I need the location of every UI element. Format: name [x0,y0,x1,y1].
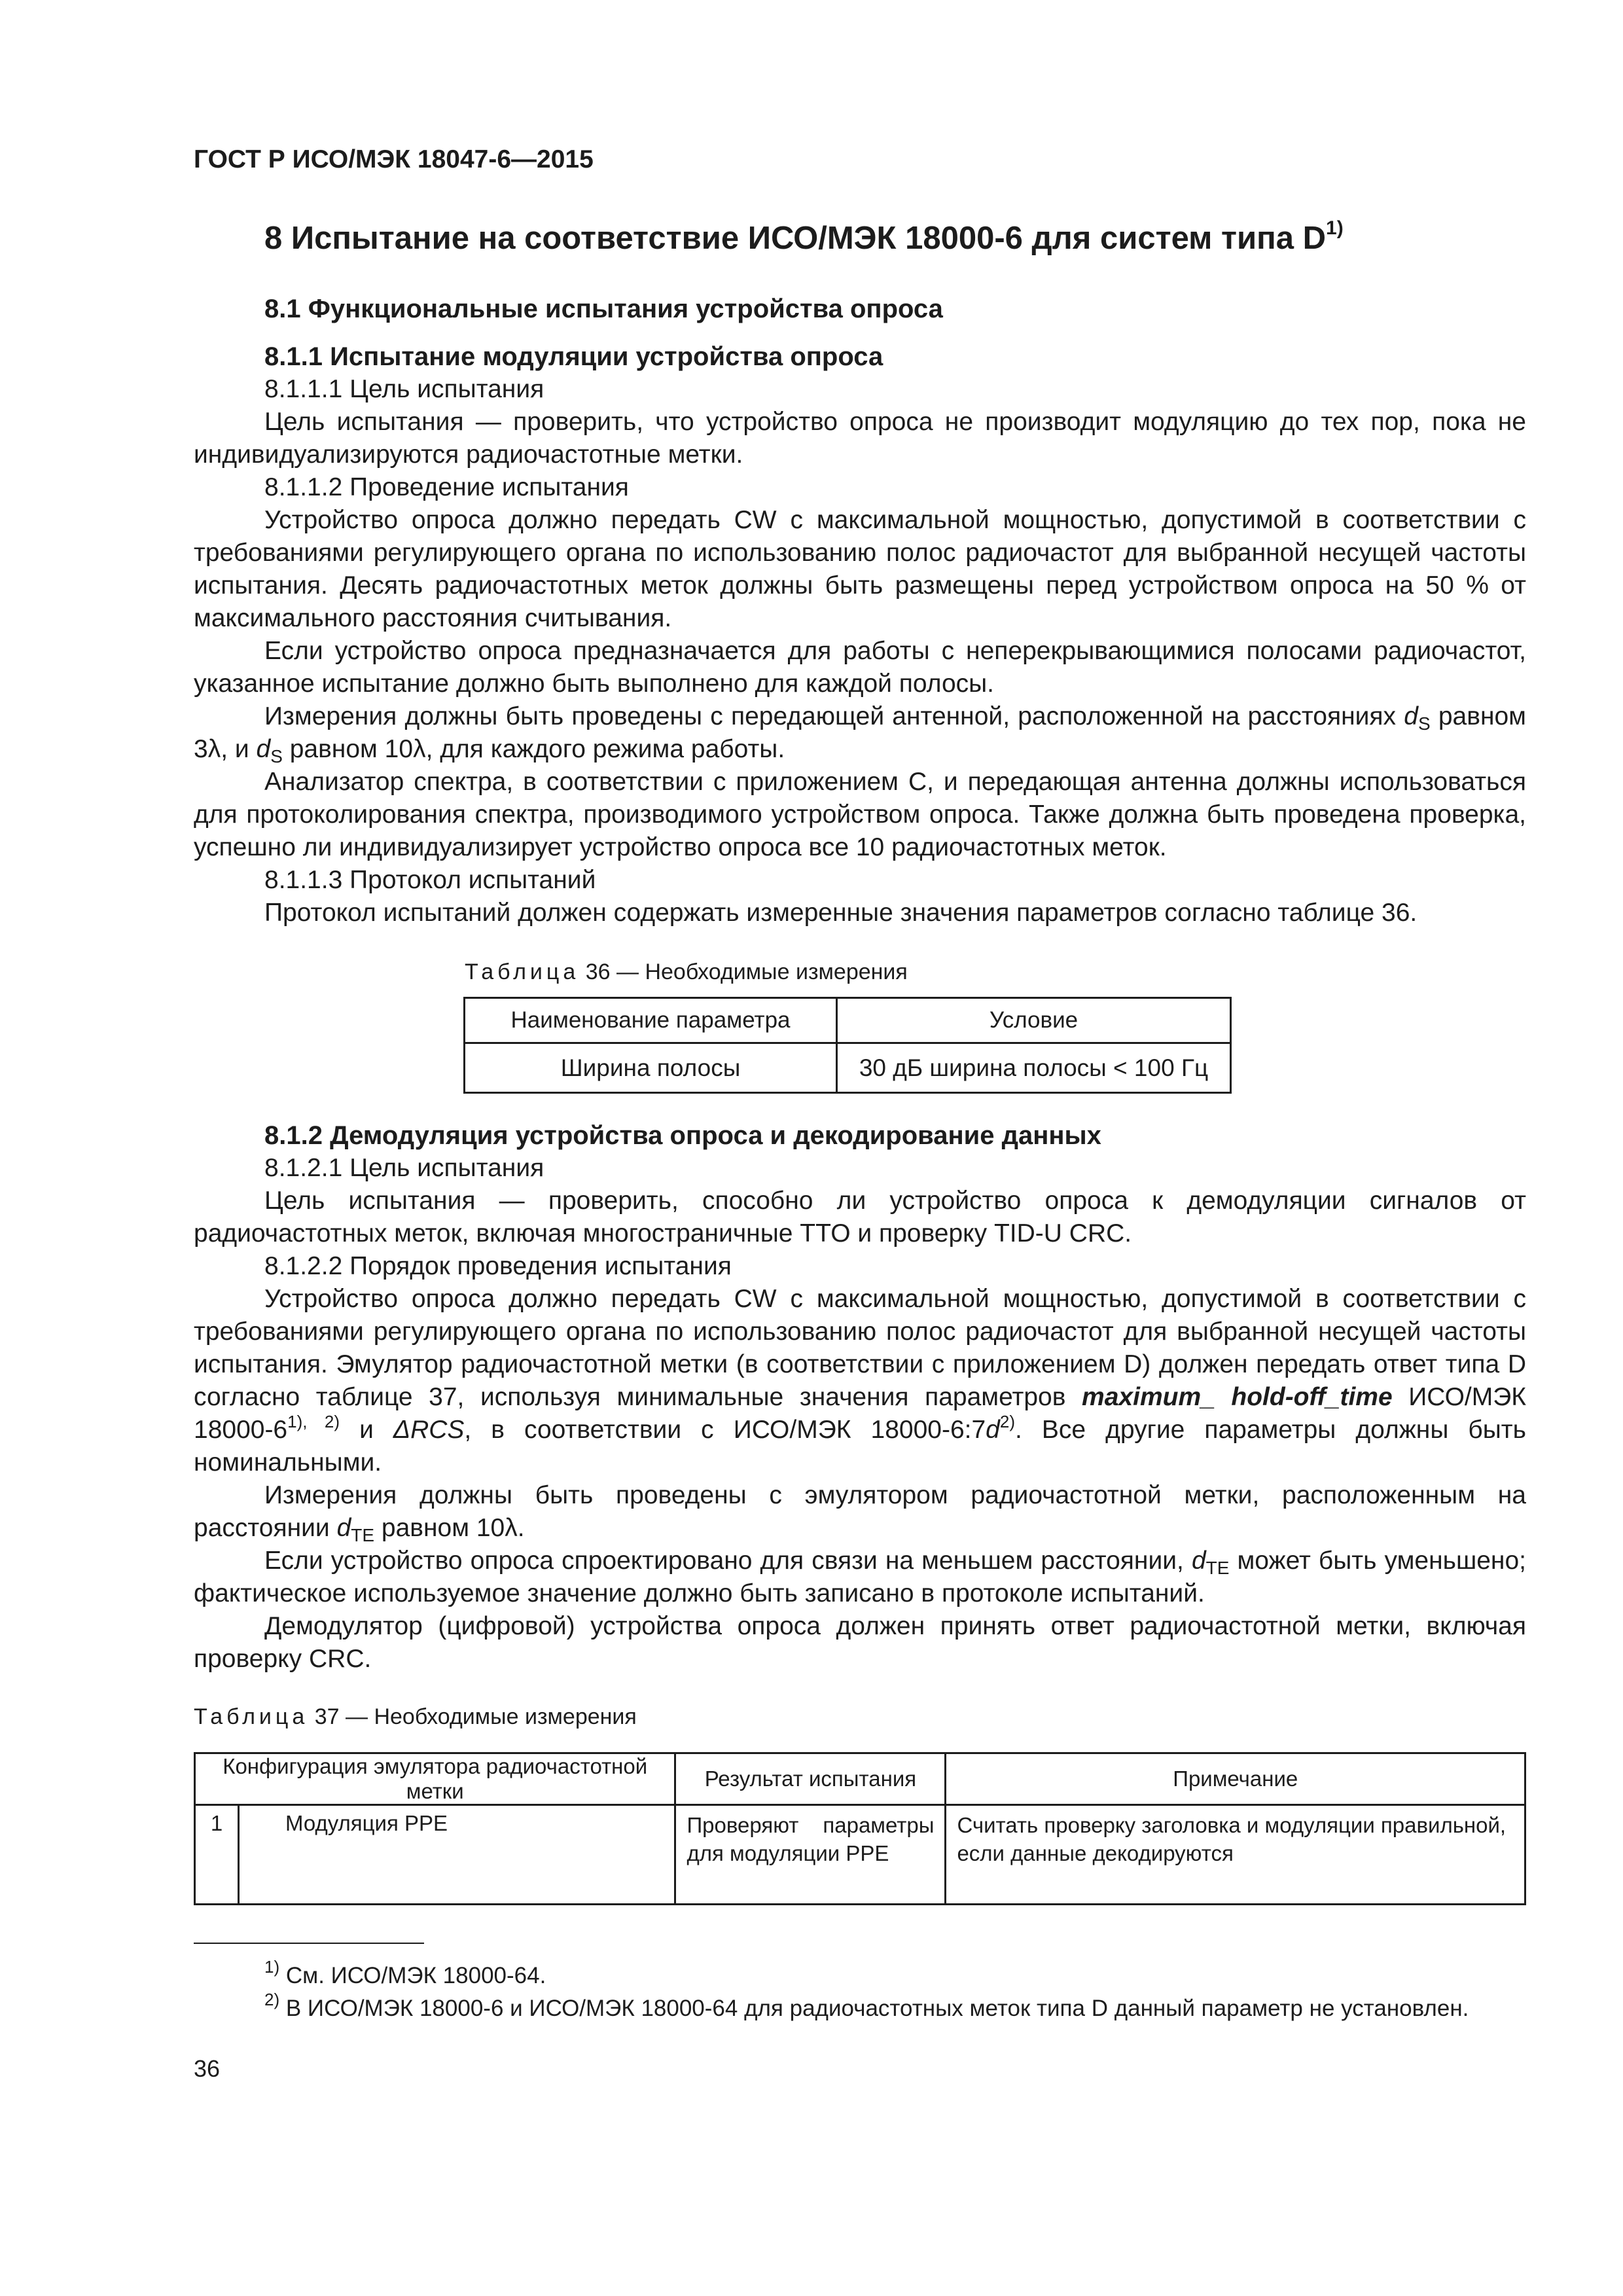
label-8-1-1-2: 8.1.1.2 Проведение испытания [264,473,629,501]
table-37-cell-note: Считать проверку заголовка и модуляции правильной, если данные декодируются [946,1805,1525,1905]
table-36-header-condition: Условие [837,998,1231,1043]
table-36-cell-param: Ширина полосы [465,1043,837,1093]
heading-8-1: 8.1 Функциональные испытания устройства опроса [264,295,943,323]
heading-8-1-1: 8.1.1 Испытание модуляции устройства опроса [264,342,883,371]
table-36-caption [465,960,908,985]
table-37-cell-num: 1 [195,1805,239,1905]
heading-8-1-2: 8.1.2 Демодуляция устройства опроса и декодирование данных [264,1121,1101,1150]
paragraph-8-1-2-1: Цель испытания — проверить, способно ли устройство опроса к демодуляции сигналов от радиочастотных меток, включая многостраничные TTO и проверку TID-U CRC. [194,1187,1526,1247]
footnote-2 [194,1992,1526,2024]
table-36-header-param: Наименование параметра [465,998,837,1043]
table-37-caption-rest: 37 — Необходимые измерения [308,1704,637,1729]
para-2a-text-2: ИСО/МЭК 18000-6 [194,1383,1526,1444]
sub-s: S [1418,713,1431,734]
paragraph-8-1-2-2-d: Демодулятор (цифровой) устройства опроса должен принять ответ радиочастотной метки, включая проверку CRC. [194,1612,1526,1673]
para-c-text-1: Измерения должны быть проведены с передающей антенной, расположенной на расстояниях [264,702,1404,730]
table-36-caption-word: Таблица [465,960,580,984]
table-row [195,1805,1525,1905]
table-37-header-result: Результат испытания [675,1753,946,1805]
label-8-1-2-2: 8.1.2.2 Порядок проведения испытания [264,1252,732,1280]
table-37-cell-config: Модуляция PPE [239,1805,675,1905]
footnote-2-mark: 2) [264,1990,280,2009]
table-37-caption [194,1704,637,1730]
label-8-1-1-3: 8.1.1.3 Протокол испытаний [264,866,596,894]
para-2a-text-4: , в соответствии с ИСО/МЭК 18000-6:7 [464,1416,986,1444]
standard-code-header: ГОСТ Р ИСО/МЭК 18047-6—2015 [194,145,594,173]
table-row [465,1043,1231,1093]
paragraph-8-1-1-2-b: Если устройство опроса предназначается для работы с неперекрывающимися полосами радиочастот, указанное испытание должно быть выполнено для каждой полосы. [194,637,1526,698]
footnote-ref-1: 1) [1326,217,1344,239]
paragraph-8-1-2-2-c [194,1545,1526,1610]
var-d-te-2: d [1191,1547,1206,1575]
table-37 [194,1752,1526,1905]
page-number: 36 [194,2055,221,2082]
var-d-clause: d [986,1416,1000,1444]
table-36 [463,997,1232,1094]
paragraph-8-1-1-3: Протокол испытаний должен содержать измеренные значения параметров согласно таблице 36. [264,899,1418,927]
table-36-cell-condition: 30 дБ ширина полосы < 100 Гц [837,1043,1231,1093]
sub-te: TE [351,1525,375,1545]
label-8-1-1-1: 8.1.1.1 Цель испытания [264,375,544,403]
var-d-te: d [336,1514,351,1542]
table-37-header-config: Конфигурация эмулятора радиочастотной метки [195,1753,675,1805]
footnote-ref-1-2: 1), 2) [287,1412,340,1431]
paragraph-8-1-2-2-b [194,1479,1526,1545]
sub-te-2: TE [1205,1558,1230,1578]
paragraph-8-1-1-2-d: Анализатор спектра, в соответствии с приложением С, и передающая антенна должны использоваться для протоколирования спектра, производимого устройством опроса. Также должна быть проведена проверка, успешно ли индивидуализирует устройство опроса все 10 радиочастотных меток. [194,768,1526,861]
table-37-header-row [195,1753,1525,1805]
paragraph-8-1-1-2-a: Устройство опроса должно передать CW с максимальной мощностью, допустимой в соответствии с требованиями регулирующего органа по использованию полос радиочастот для выбранной несущей частоты испытания. Десять радиочастотных меток должны быть размещены перед устройством опроса на 50 % от максимального расстояния считывания. [194,506,1526,632]
footnote-2-text: В ИСО/МЭК 18000-6 и ИСО/МЭК 18000-64 для радиочастотных меток типа D данный параметр не установлен. [285,1996,1469,2021]
param-maximum-hold-off-time: maximum_ hold-off_time [1082,1383,1393,1411]
para-2b-text-2: равном 10λ. [374,1514,525,1542]
para-2b-text-1: Измерения должны быть проведены с эмулятором радиочастотной метки, расположенным на расстоянии [194,1481,1526,1542]
section-8-title-text: 8 Испытание на соответствие ИСО/МЭК 18000-6 для систем типа D [264,221,1327,256]
table-37-header-note: Примечание [946,1753,1525,1805]
para-2a-text-3: и [340,1416,393,1444]
table-37-caption-word: Таблица [194,1704,309,1729]
var-delta-rcs: ΔRCS [393,1416,465,1444]
para-2a-text-1: Устройство опроса должно передать CW с максимальной мощностью, допустимой в соответствии с требованиями регулирующего органа по использованию полос радиочастот для выбранной несущей частоты испытания. Эмулятор радиочастотной метки (в соответствии с приложением D) должен передать ответ типа D согласно таблице 37, используя минимальные значения параметров [194,1285,1526,1411]
table-36-header-row [465,998,1231,1043]
para-2a-text-5: . Все другие параметры должны быть номинальными. [194,1416,1526,1477]
footnote-ref-2: 2) [999,1412,1015,1431]
var-d: d [1404,702,1418,730]
para-c-text-3: равном 10λ, для каждого режима работы. [282,735,785,763]
paragraph-8-1-2-2-a [194,1283,1526,1479]
footnote-separator [194,1943,424,1944]
table-36-caption-rest: 36 — Необходимые измерения [579,960,908,984]
paragraph-8-1-1-1: Цель испытания — проверить, что устройство опроса не производит модуляцию до тех пор, пока не индивидуализируются радиочастотные метки. [194,408,1526,469]
para-2c-text-1: Если устройство опроса спроектировано для связи на меньшем расстоянии, [264,1547,1192,1575]
footnote-1 [264,1957,546,1992]
para-c-text-2: равном 3λ, и [194,702,1526,763]
section-8-title [264,217,1344,257]
footnote-1-mark: 1) [264,1957,280,1977]
sub-s-2: S [270,746,283,766]
var-d-2: d [256,735,271,763]
para-2c-text-2: может быть уменьшено; фактическое используемое значение должно быть записано в протоколе испытаний. [194,1547,1526,1607]
table-37-cell-result: Проверяют параметры для модуляции PPE [675,1805,946,1905]
label-8-1-2-1: 8.1.2.1 Цель испытания [264,1154,544,1182]
paragraph-8-1-1-2-c [194,700,1526,766]
footnote-1-text: См. ИСО/МЭК 18000-64. [285,1963,546,1988]
